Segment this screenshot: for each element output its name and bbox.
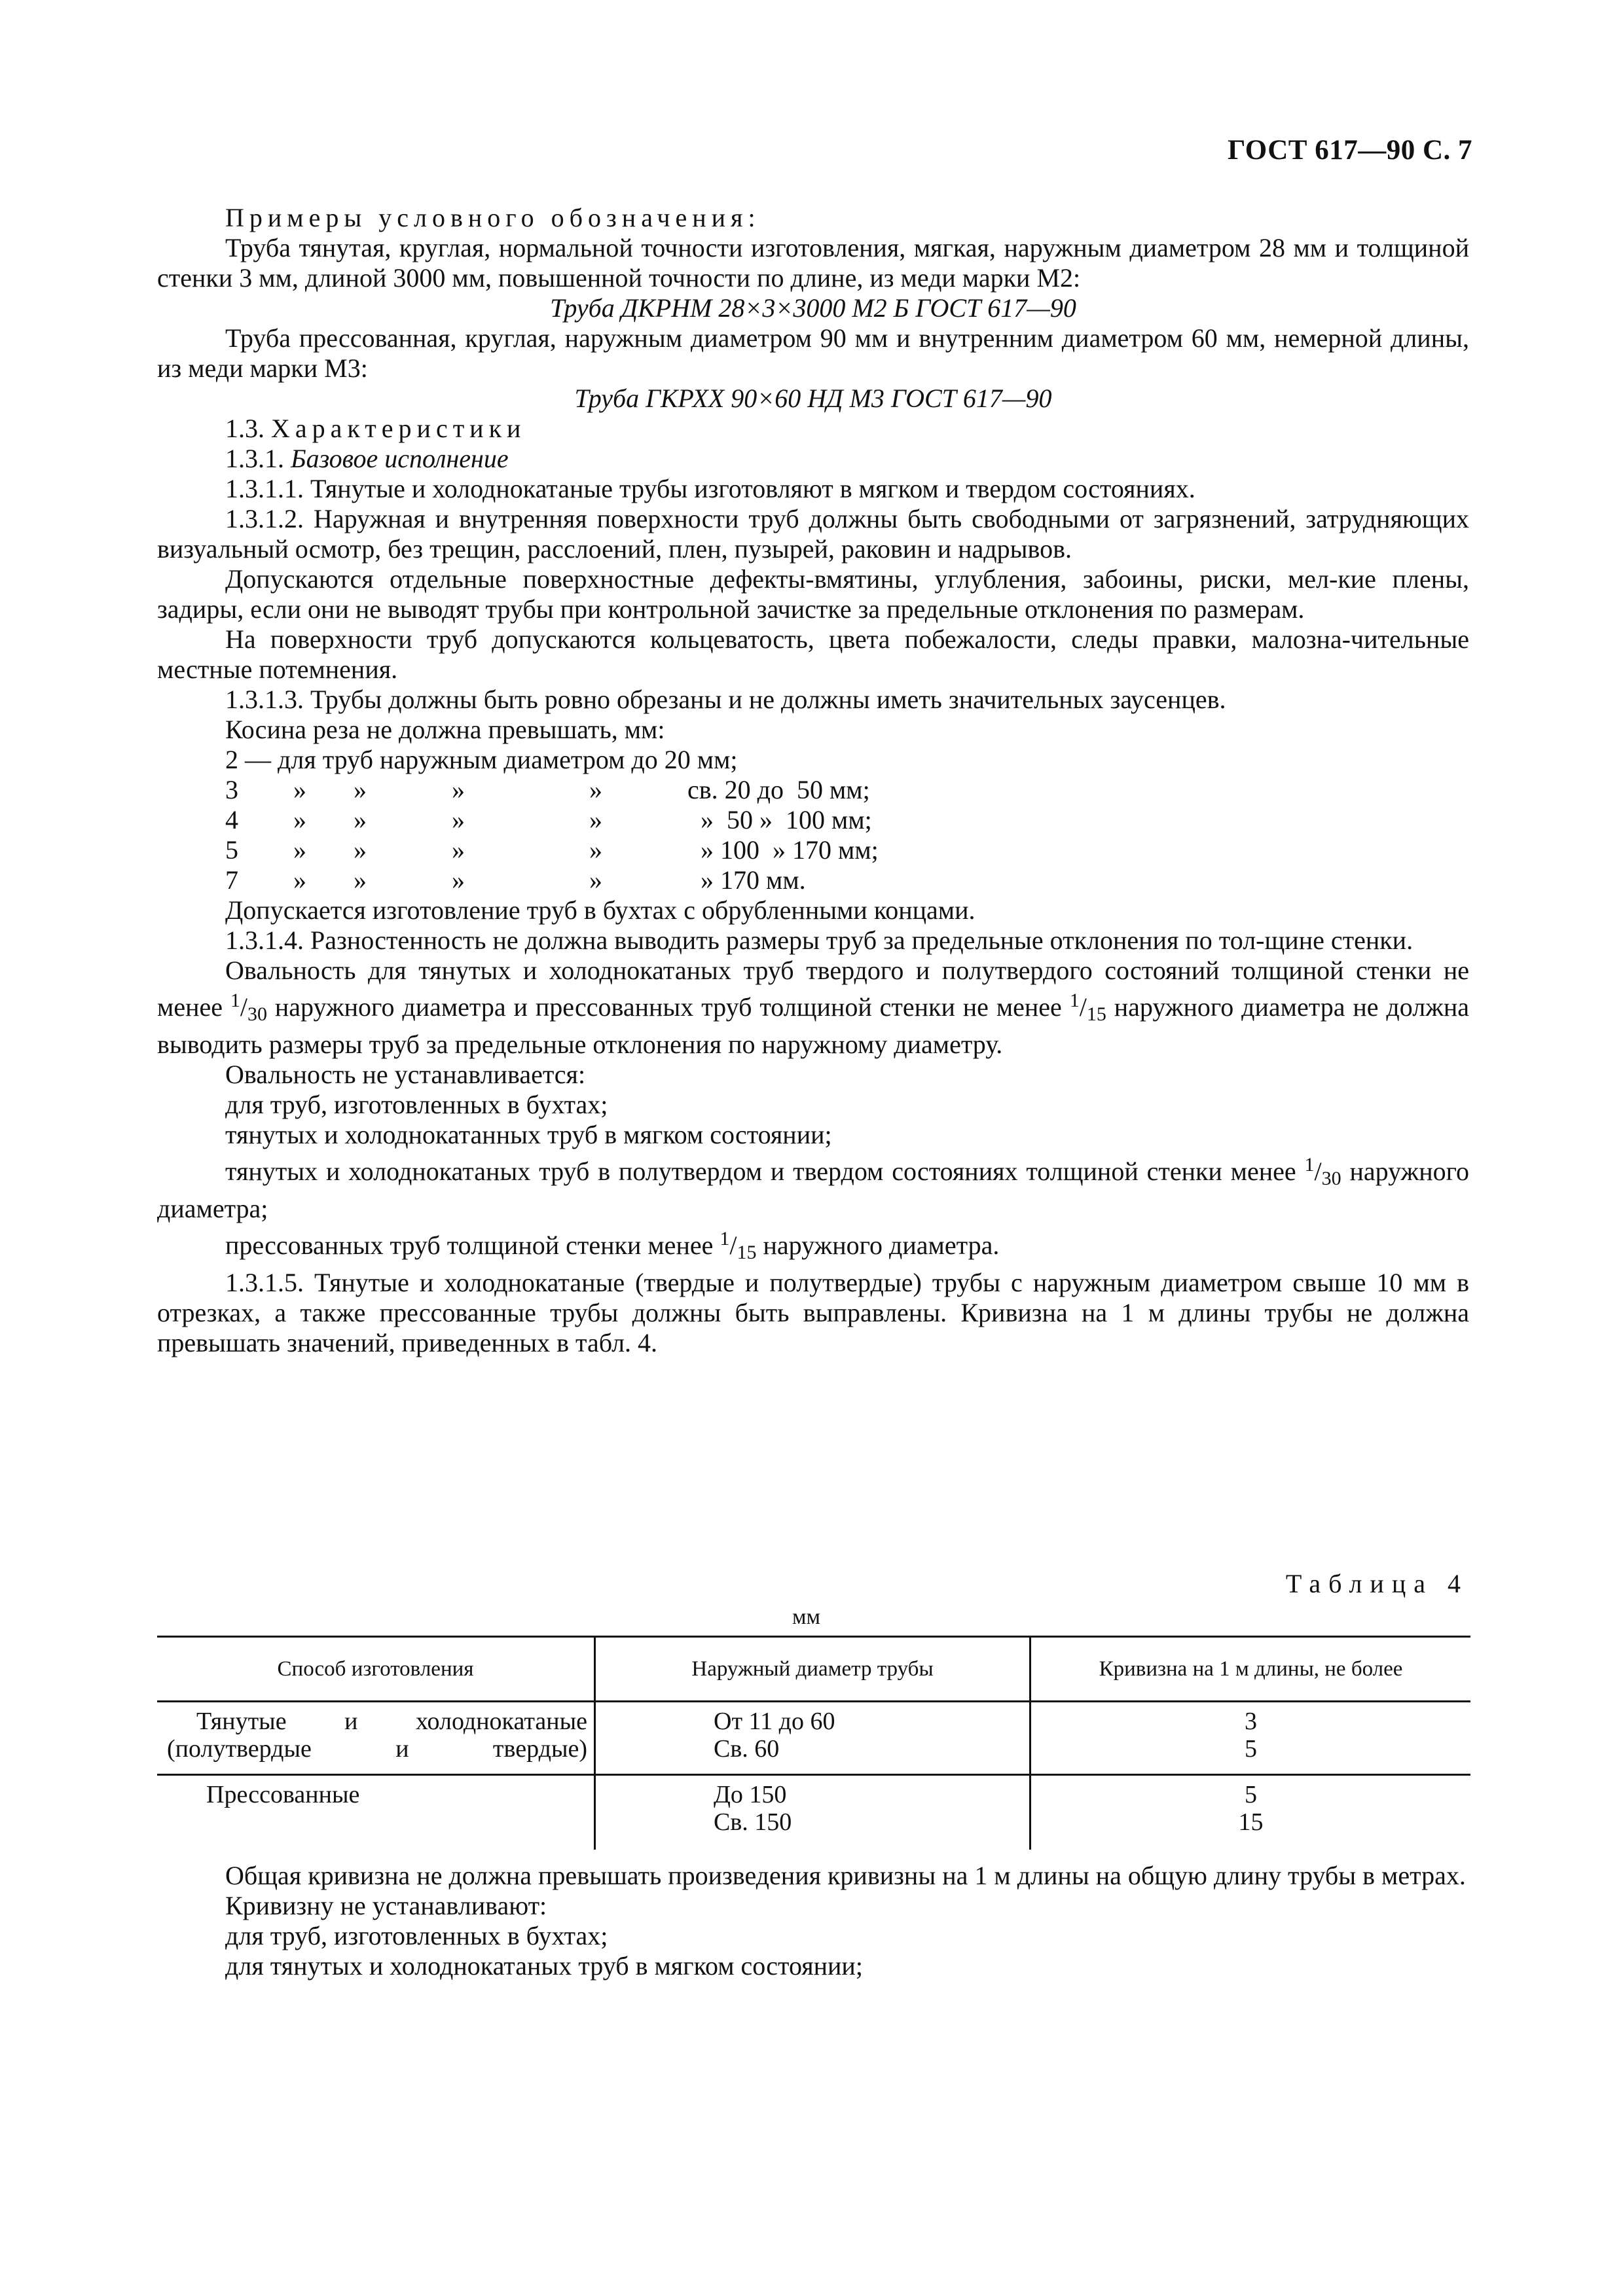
curvature-item: для труб, изготовленных в бухтах; [225,1921,608,1950]
page-header: ГОСТ 617—90 С. 7 [1227,135,1472,166]
paragraph-ovality: Овальность для тянутых и холоднокатаных труб твердого и полутвердого состояний толщиной стенки не менее $^1/_{30}$ наружного диаметра и прессованных труб толщиной стенки не менее $^1/_{15}$ наружного диаметра не должна выводить размеры труб за предельные отклонения по наружному диаметру. [157,956,1469,1059]
bevel-row: 5 » » » » » 100 » 170 мм; [225,835,879,865]
paragraph-1-3-1-3: 1.3.1.3. Трубы должны быть ровно обрезаны и не должны иметь значительных заусенцев. [225,685,1226,714]
table-header-row [157,1637,1470,1702]
table-cell-curvature: 5 15 [1030,1775,1471,1850]
paragraph-1-3-1-1: 1.3.1.1. Тянутые и холоднокатаные трубы изготовляют в мягком и твердом состояниях. [225,474,1195,503]
table-unit: мм [792,1605,821,1629]
examples-title: Примеры условного обозначения: [225,203,761,232]
table-header-cell: Кривизна на 1 м длины, не более [1030,1637,1471,1702]
example-1-text: Труба тянутая, круглая, нормальной точности изготовления, мягкая, наружным диаметром 28 мм и толщиной стенки 3 мм, длиной 3000 мм, повышенной точности по длине, из меди марки М2: [157,233,1469,293]
curvature-item: для тянутых и холоднокатаных труб в мягком состоянии; [225,1951,863,1981]
table-cell-diameter: До 150 Св. 150 [595,1775,1030,1850]
ovality-not-set: Овальность не устанавливается: [225,1060,586,1089]
example-1-designation: Труба ДКРНМ 28×3×3000 М2 Б ГОСТ 617—90 [550,293,1076,323]
section-1-3-heading: 1.3. Характеристики [225,414,526,443]
table-4 [157,1636,1470,1850]
bevel-intro: Косина реза не должна превышать, мм: [225,715,665,744]
table-cell-diameter: От 11 до 60 Св. 60 [595,1702,1030,1775]
bevel-list [157,775,1469,895]
bevel-row: 7 » » » » » 170 мм. [225,865,806,895]
paragraph-surface: На поверхности труб допускаются кольцеватость, цвета побежалости, следы правки, малозна-чительные местные потемнения. [157,624,1469,684]
closing-text [157,1861,1469,1981]
section-1-3-1-heading: 1.3.1. Базовое исполнение [225,444,509,473]
table-cell-curvature: 3 5 [1030,1702,1471,1775]
ovality-item: тянутых и холоднокатанных труб в мягком состоянии; [225,1120,832,1149]
bevel-row: 4 » » » » » 50 » 100 мм; [225,805,872,834]
table-cell-method: Прессованные [206,1781,360,1808]
ovality-item: для труб, изготовленных в бухтах; [225,1090,608,1119]
curvature-not-set: Кривизну не устанавливают: [225,1891,547,1920]
bevel-first-row: 2 — для труб наружным диаметром до 20 мм; [225,745,738,774]
paragraph-coils: Допускается изготовление труб в бухтах с обрубленными концами. [225,895,976,925]
paragraph-1-3-1-4: 1.3.1.4. Разностенность не должна выводить размеры труб за предельные отклонения по тол-щине стенки. [225,925,1413,955]
paragraph-1-3-1-2: 1.3.1.2. Наружная и внутренняя поверхности труб должны быть свободными от загрязнений, затрудняющих визуальный осмотр, без трещин, расслоений, плен, пузырей, раковин и надрывов. [157,504,1469,564]
example-2-designation: Труба ГКРХХ 90×60 НД М3 ГОСТ 617—90 [574,384,1052,413]
table-cell-method: Тянутые и холоднокатаные (полутвердые и твердые) [157,1702,595,1775]
ovality-item: тянутых и холоднокатаных труб в полутвердом и твердом состояниях толщиной стенки менее $^1/_{30}$ наружного диаметра; [157,1154,1470,1223]
table-header-cell: Способ изготовления [157,1637,595,1702]
table-row [157,1775,1470,1850]
bevel-row: 3 » » » » св. 20 до 50 мм; [225,775,870,804]
paragraph-total-curvature: Общая кривизна не должна превышать произведения кривизны на 1 м длины на общую длину трубы в метрах. [225,1861,1466,1890]
paragraph-1-3-1-5: 1.3.1.5. Тянутые и холоднокатаные (твердые и полутвердые) трубы с наружным диаметром свыше 10 мм в отрезках, а также прессованные трубы должны быть выправлены. Кривизна на 1 м длины трубы не должна превышать значений, приведенных в табл. 4. [157,1268,1469,1357]
document-body [157,203,1469,1358]
example-2-text: Труба прессованная, круглая, наружным диаметром 90 мм и внутренним диаметром 60 мм, немерной длины, из меди марки М3: [157,323,1469,383]
paragraph-defects: Допускаются отдельные поверхностные дефекты-вмятины, углубления, забоины, риски, мел-кие плены, задиры, если они не выводят трубы при контрольной зачистке за предельные отклонения по размерам. [157,564,1469,624]
table-row [157,1702,1470,1775]
ovality-item: прессованных труб толщиной стенки менее $^1/_{15}$ наружного диаметра. [225,1228,1000,1263]
table-header-cell: Наружный диаметр трубы [595,1637,1030,1702]
table-title: Таблица 4 [1285,1569,1468,1598]
